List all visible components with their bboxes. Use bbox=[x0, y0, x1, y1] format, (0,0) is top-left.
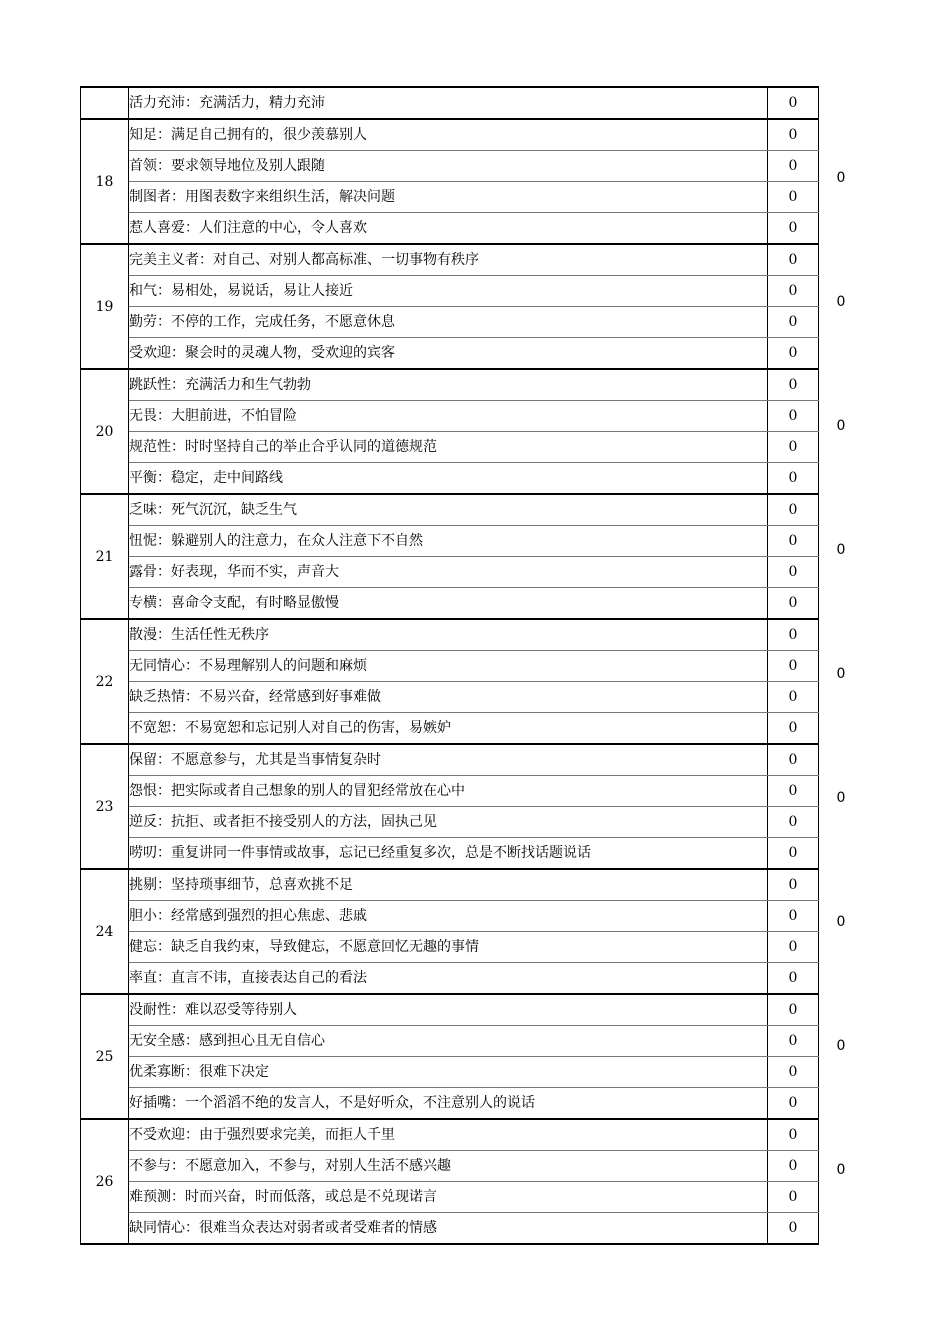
trait-description: 制图者：用图表数字来组织生活，解决问题 bbox=[129, 182, 768, 213]
trait-description: 首领：要求领导地位及别人跟随 bbox=[129, 151, 768, 182]
questionnaire-sheet bbox=[80, 86, 819, 1245]
trait-score: 0 bbox=[768, 557, 819, 588]
trait-score: 0 bbox=[768, 1088, 819, 1120]
trait-score: 0 bbox=[768, 1119, 819, 1151]
trait-score: 0 bbox=[768, 994, 819, 1026]
group-total: 0 bbox=[836, 1162, 846, 1178]
trait-score: 0 bbox=[768, 838, 819, 870]
table-row bbox=[81, 713, 819, 745]
group-total: 0 bbox=[836, 418, 846, 434]
trait-description: 优柔寡断：很难下决定 bbox=[129, 1057, 768, 1088]
trait-score: 0 bbox=[768, 1026, 819, 1057]
group-number: 19 bbox=[81, 244, 129, 369]
trait-description: 逆反：抗拒、或者拒不接受别人的方法，固执己见 bbox=[129, 807, 768, 838]
trait-description: 不受欢迎：由于强烈要求完美，而拒人千里 bbox=[129, 1119, 768, 1151]
trait-score: 0 bbox=[768, 526, 819, 557]
trait-description: 露骨：好表现，华而不实，声音大 bbox=[129, 557, 768, 588]
table-row bbox=[81, 213, 819, 245]
trait-score: 0 bbox=[768, 901, 819, 932]
table-row bbox=[81, 432, 819, 463]
group-number: 21 bbox=[81, 494, 129, 619]
table-row bbox=[81, 276, 819, 307]
table-row bbox=[81, 1026, 819, 1057]
group-total: 0 bbox=[836, 170, 846, 186]
table-row bbox=[81, 1213, 819, 1245]
trait-score: 0 bbox=[768, 651, 819, 682]
table-row bbox=[81, 1057, 819, 1088]
trait-description: 好插嘴：一个滔滔不绝的发言人，不是好听众，不注意别人的说话 bbox=[129, 1088, 768, 1120]
trait-description: 无同情心：不易理解别人的问题和麻烦 bbox=[129, 651, 768, 682]
table-row bbox=[81, 87, 819, 119]
trait-description: 受欢迎：聚会时的灵魂人物，受欢迎的宾客 bbox=[129, 338, 768, 370]
table-row bbox=[81, 776, 819, 807]
trait-score: 0 bbox=[768, 932, 819, 963]
trait-score: 0 bbox=[768, 276, 819, 307]
trait-description: 和气：易相处，易说话，易让人接近 bbox=[129, 276, 768, 307]
table-row bbox=[81, 119, 819, 151]
trait-score: 0 bbox=[768, 1057, 819, 1088]
trait-description: 缺同情心：很难当众表达对弱者或者受难者的情感 bbox=[129, 1213, 768, 1245]
table-row bbox=[81, 1151, 819, 1182]
table-row bbox=[81, 838, 819, 870]
trait-score: 0 bbox=[768, 619, 819, 651]
trait-score: 0 bbox=[768, 432, 819, 463]
table-row bbox=[81, 1182, 819, 1213]
questionnaire-table bbox=[80, 86, 819, 1245]
trait-score: 0 bbox=[768, 1151, 819, 1182]
trait-score: 0 bbox=[768, 307, 819, 338]
trait-description: 率直：直言不讳，直接表达自己的看法 bbox=[129, 963, 768, 995]
trait-score: 0 bbox=[768, 244, 819, 276]
table-row bbox=[81, 244, 819, 276]
table-row bbox=[81, 307, 819, 338]
trait-description: 难预测：时而兴奋，时而低落，或总是不兑现诺言 bbox=[129, 1182, 768, 1213]
table-row bbox=[81, 744, 819, 776]
table-row bbox=[81, 557, 819, 588]
table-row bbox=[81, 338, 819, 370]
trait-description: 无畏：大胆前进，不怕冒险 bbox=[129, 401, 768, 432]
group-number: 20 bbox=[81, 369, 129, 494]
group-number: 26 bbox=[81, 1119, 129, 1244]
group-total: 0 bbox=[836, 294, 846, 310]
trait-score: 0 bbox=[768, 151, 819, 182]
trait-description: 乏味：死气沉沉，缺乏生气 bbox=[129, 494, 768, 526]
group-number: 18 bbox=[81, 119, 129, 244]
trait-description: 跳跃性：充满活力和生气勃勃 bbox=[129, 369, 768, 401]
trait-description: 怨恨：把实际或者自己想象的别人的冒犯经常放在心中 bbox=[129, 776, 768, 807]
trait-score: 0 bbox=[768, 182, 819, 213]
group-number: 25 bbox=[81, 994, 129, 1119]
trait-description: 不宽恕：不易宽恕和忘记别人对自己的伤害，易嫉妒 bbox=[129, 713, 768, 745]
table-row bbox=[81, 869, 819, 901]
group-total: 0 bbox=[836, 542, 846, 558]
table-row bbox=[81, 401, 819, 432]
trait-description: 规范性：时时坚持自己的举止合乎认同的道德规范 bbox=[129, 432, 768, 463]
trait-score: 0 bbox=[768, 401, 819, 432]
trait-description: 忸怩：躲避别人的注意力，在众人注意下不自然 bbox=[129, 526, 768, 557]
table-row bbox=[81, 494, 819, 526]
trait-description: 勤劳：不停的工作，完成任务，不愿意休息 bbox=[129, 307, 768, 338]
trait-score: 0 bbox=[768, 338, 819, 370]
trait-score: 0 bbox=[768, 869, 819, 901]
group-number: 22 bbox=[81, 619, 129, 744]
group-number: 23 bbox=[81, 744, 129, 869]
trait-description: 完美主义者：对自己、对别人都高标准、一切事物有秩序 bbox=[129, 244, 768, 276]
trait-score: 0 bbox=[768, 87, 819, 119]
table-row bbox=[81, 588, 819, 620]
group-number: 24 bbox=[81, 869, 129, 994]
trait-description: 平衡：稳定，走中间路线 bbox=[129, 463, 768, 495]
trait-description: 活力充沛：充满活力，精力充沛 bbox=[129, 87, 768, 119]
table-row bbox=[81, 1088, 819, 1120]
trait-score: 0 bbox=[768, 713, 819, 745]
table-row bbox=[81, 807, 819, 838]
trait-description: 散漫：生活任性无秩序 bbox=[129, 619, 768, 651]
table-row bbox=[81, 651, 819, 682]
trait-score: 0 bbox=[768, 1213, 819, 1245]
trait-score: 0 bbox=[768, 494, 819, 526]
table-row bbox=[81, 463, 819, 495]
table-row bbox=[81, 526, 819, 557]
trait-description: 知足：满足自己拥有的，很少羡慕别人 bbox=[129, 119, 768, 151]
group-number bbox=[81, 87, 129, 119]
group-total: 0 bbox=[836, 790, 846, 806]
trait-description: 无安全感：感到担心且无自信心 bbox=[129, 1026, 768, 1057]
table-row bbox=[81, 932, 819, 963]
trait-score: 0 bbox=[768, 682, 819, 713]
trait-score: 0 bbox=[768, 807, 819, 838]
trait-score: 0 bbox=[768, 119, 819, 151]
table-row bbox=[81, 994, 819, 1026]
trait-description: 没耐性：难以忍受等待别人 bbox=[129, 994, 768, 1026]
trait-description: 保留：不愿意参与，尤其是当事情复杂时 bbox=[129, 744, 768, 776]
trait-score: 0 bbox=[768, 1182, 819, 1213]
table-row bbox=[81, 182, 819, 213]
table-row bbox=[81, 369, 819, 401]
table-row bbox=[81, 682, 819, 713]
table-row bbox=[81, 151, 819, 182]
trait-description: 挑剔：坚持琐事细节，总喜欢挑不足 bbox=[129, 869, 768, 901]
trait-description: 专横：喜命令支配，有时略显傲慢 bbox=[129, 588, 768, 620]
table-row bbox=[81, 619, 819, 651]
trait-score: 0 bbox=[768, 588, 819, 620]
trait-description: 不参与：不愿意加入，不参与，对别人生活不感兴趣 bbox=[129, 1151, 768, 1182]
trait-score: 0 bbox=[768, 463, 819, 495]
trait-score: 0 bbox=[768, 744, 819, 776]
trait-score: 0 bbox=[768, 963, 819, 995]
trait-score: 0 bbox=[768, 213, 819, 245]
trait-score: 0 bbox=[768, 776, 819, 807]
trait-description: 唠叨：重复讲同一件事情或故事，忘记已经重复多次，总是不断找话题说话 bbox=[129, 838, 768, 870]
group-total: 0 bbox=[836, 914, 846, 930]
trait-description: 健忘：缺乏自我约束，导致健忘，不愿意回忆无趣的事情 bbox=[129, 932, 768, 963]
trait-description: 缺乏热情：不易兴奋，经常感到好事难做 bbox=[129, 682, 768, 713]
trait-description: 惹人喜爱：人们注意的中心，令人喜欢 bbox=[129, 213, 768, 245]
table-row bbox=[81, 1119, 819, 1151]
table-row bbox=[81, 963, 819, 995]
table-row bbox=[81, 901, 819, 932]
group-total: 0 bbox=[836, 666, 846, 682]
trait-description: 胆小：经常感到强烈的担心焦虑、悲戚 bbox=[129, 901, 768, 932]
trait-score: 0 bbox=[768, 369, 819, 401]
group-total: 0 bbox=[836, 1038, 846, 1054]
